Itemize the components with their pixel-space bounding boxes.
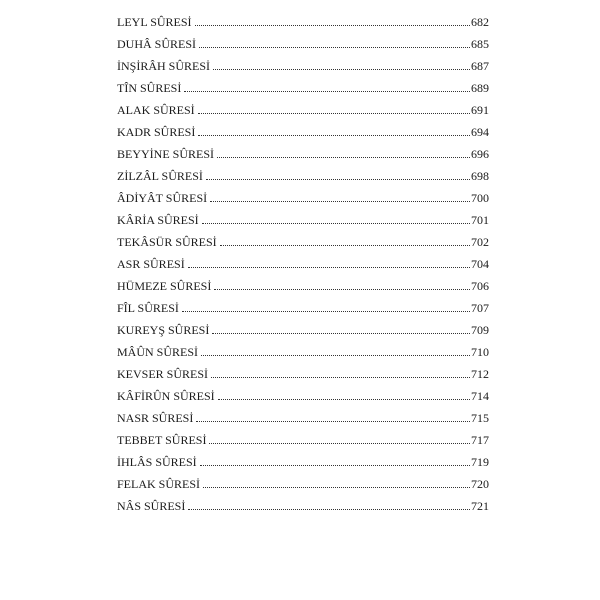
toc-entry-page: 694 [471,125,489,139]
toc-entry-page: 701 [471,213,489,227]
toc-entry [117,183,489,205]
dot-leader [220,245,470,246]
toc-entry-page: 717 [471,433,489,447]
toc-entry-page: 709 [471,323,489,337]
toc-entry-page: 707 [471,301,489,315]
toc-entry-page: 719 [471,455,489,469]
toc-entry-title: FELAK SÛRESİ [117,477,201,491]
toc-entry-page: 700 [471,191,489,205]
toc-entry [117,249,489,271]
dot-leader [206,179,470,180]
dot-leader [217,157,470,158]
toc-entry [117,337,489,359]
toc-entry-title: ASR SÛRESİ [117,257,185,271]
toc-entry-title: İNŞİRÂH SÛRESİ [117,59,211,73]
toc-entry-title: TEBBET SÛRESİ [117,433,207,447]
toc-entry [117,227,489,249]
dot-leader [199,47,470,48]
toc-entry-page: 710 [471,345,489,359]
toc-entry-title: ALAK SÛRESİ [117,103,195,117]
toc-entry-title: ÂDİYÂT SÛRESİ [117,191,208,205]
toc-entry [117,95,489,117]
toc-entry [117,29,489,51]
toc-entry-title: MÂÛN SÛRESİ [117,345,199,359]
toc-entry-title: KEVSER SÛRESİ [117,367,209,381]
toc-entry-page: 714 [471,389,489,403]
dot-leader [202,223,470,224]
toc-entry-title: HÜMEZE SÛRESİ [117,279,212,293]
toc-entry-page: 720 [471,477,489,491]
toc-entry-page: 691 [471,103,489,117]
toc-entry [117,7,489,29]
toc-entry-page: 689 [471,81,489,95]
toc-entry-page: 702 [471,235,489,249]
toc-entry [117,161,489,183]
toc-entry [117,51,489,73]
toc-entry [117,73,489,95]
toc-entry-title: KÂFİRÛN SÛRESİ [117,389,215,403]
dot-leader [214,289,470,290]
toc-entry [117,491,489,513]
dot-leader [210,201,470,202]
toc-entry-title: NASR SÛRESİ [117,411,194,425]
toc-entry-title: FÎL SÛRESİ [117,301,179,315]
dot-leader [198,113,470,114]
toc-entry-title: TEKÂSÜR SÛRESİ [117,235,217,249]
dot-leader [182,311,470,312]
table-of-contents [117,7,489,513]
toc-entry [117,271,489,293]
toc-entry-page: 704 [471,257,489,271]
dot-leader [188,509,470,510]
toc-entry-title: ZİLZÂL SÛRESİ [117,169,203,183]
toc-entry-title: KÂRİA SÛRESİ [117,213,199,227]
toc-entry [117,205,489,227]
dot-leader [200,465,470,466]
toc-entry-title: NÂS SÛRESİ [117,499,186,513]
dot-leader [196,421,470,422]
toc-entry [117,469,489,491]
toc-entry-page: 682 [471,15,489,29]
toc-entry-page: 706 [471,279,489,293]
toc-entry [117,403,489,425]
toc-entry-page: 715 [471,411,489,425]
dot-leader [184,91,470,92]
toc-entry-title: LEYL SÛRESİ [117,15,192,29]
dot-leader [213,69,470,70]
dot-leader [212,333,470,334]
toc-entry [117,117,489,139]
toc-entry-page: 687 [471,59,489,73]
dot-leader [218,399,470,400]
dot-leader [188,267,470,268]
dot-leader [198,135,470,136]
toc-entry-title: TÎN SÛRESİ [117,81,182,95]
toc-entry-title: KADR SÛRESİ [117,125,196,139]
toc-entry [117,425,489,447]
toc-entry [117,359,489,381]
dot-leader [195,25,470,26]
toc-entry [117,315,489,337]
toc-entry-page: 685 [471,37,489,51]
toc-entry-page: 721 [471,499,489,513]
toc-entry-page: 696 [471,147,489,161]
toc-entry-title: BEYYİNE SÛRESİ [117,147,215,161]
dot-leader [203,487,470,488]
toc-entry-title: KUREYŞ SÛRESİ [117,323,210,337]
toc-entry-title: İHLÂS SÛRESİ [117,455,197,469]
dot-leader [201,355,470,356]
toc-entry-page: 698 [471,169,489,183]
dot-leader [211,377,470,378]
dot-leader [209,443,470,444]
toc-entry [117,139,489,161]
toc-entry [117,447,489,469]
toc-entry [117,293,489,315]
toc-entry-title: DUHÂ SÛRESİ [117,37,197,51]
toc-entry-page: 712 [471,367,489,381]
toc-entry [117,381,489,403]
